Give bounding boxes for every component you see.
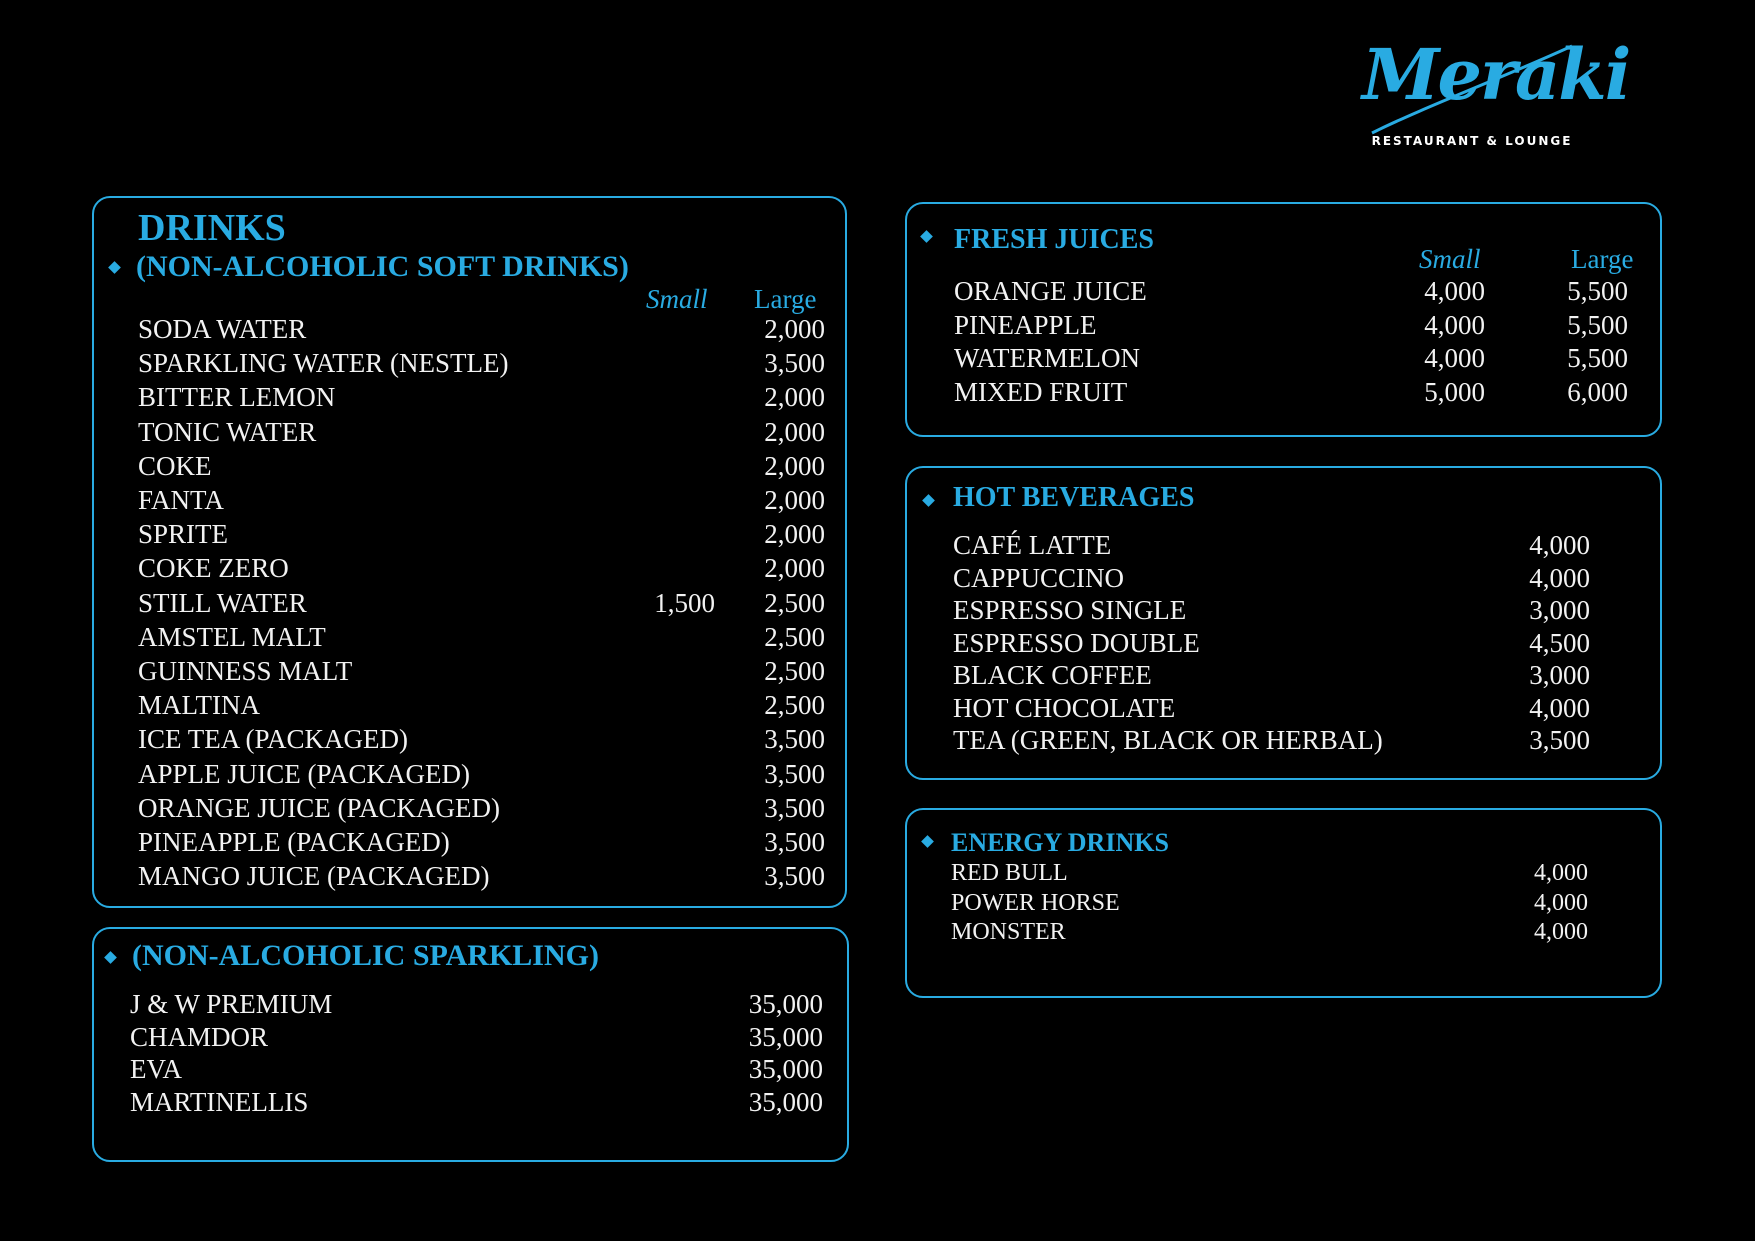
hot-beverages-heading: HOT BEVERAGES: [953, 482, 1195, 513]
item-price-price: 35,000: [748, 1021, 823, 1052]
item-price-small: 5,000: [1424, 376, 1485, 407]
fresh-juices-panel: [905, 202, 1662, 437]
item-price-large: 5,500: [1567, 309, 1628, 340]
item-name: WATERMELON: [954, 343, 1140, 373]
menu-item-row: [94, 348, 845, 382]
item-price-small: 1,500: [654, 587, 715, 618]
menu-item-row: [94, 656, 845, 690]
item-price-large: 3,500: [764, 758, 825, 789]
menu-item-row: [94, 553, 845, 587]
item-price-price: 4,000: [1529, 530, 1590, 560]
item-name: SODA WATER: [138, 314, 307, 344]
menu-item-row: [907, 310, 1660, 344]
menu-item-row: [94, 861, 845, 895]
logo-wordmark: Meraki: [1362, 33, 1630, 116]
item-name: SPARKLING WATER (NESTLE): [138, 348, 509, 379]
item-price-large: 2,000: [764, 314, 825, 344]
energy-drinks-heading: ENERGY DRINKS: [951, 828, 1169, 857]
item-price-large: 2,500: [764, 587, 825, 618]
item-name: COKE ZERO: [138, 553, 289, 584]
menu-item-row: [94, 1054, 847, 1087]
menu-item-row: [907, 919, 1660, 949]
item-name: HOT CHOCOLATE: [953, 692, 1176, 723]
bullet-diamond-icon: [108, 261, 121, 274]
menu-item-row: [94, 451, 845, 485]
drinks-heading: DRINKS: [138, 207, 286, 249]
menu-item-row: [94, 622, 845, 656]
item-name: COKE: [138, 450, 212, 481]
item-name: TONIC WATER: [138, 416, 317, 447]
bullet-diamond-icon: [920, 230, 933, 243]
item-name: CAFÉ LATTE: [953, 530, 1112, 560]
menu-item-row: [94, 314, 845, 348]
item-name: PINEAPPLE: [954, 309, 1097, 340]
item-name: CAPPUCCINO: [953, 562, 1125, 593]
item-price-large: 2,000: [764, 416, 825, 447]
item-name: MARTINELLIS: [130, 1086, 309, 1117]
item-name: BITTER LEMON: [138, 382, 336, 413]
col-head-small: Small: [646, 284, 708, 314]
sparkling-heading: (NON-ALCOHOLIC SPARKLING): [132, 939, 599, 972]
soft-drinks-subtitle: (NON-ALCOHOLIC SOFT DRINKS): [136, 250, 629, 283]
item-price-large: 2,000: [764, 382, 825, 413]
item-price-price: 4,000: [1534, 860, 1588, 886]
item-name: APPLE JUICE (PACKAGED): [138, 758, 471, 789]
sparkling-panel: [92, 927, 849, 1162]
item-price-large: 2,000: [764, 519, 825, 550]
col-head-large: Large: [754, 284, 817, 314]
item-name: POWER HORSE: [951, 889, 1120, 916]
menu-item-row: [94, 793, 845, 827]
item-price-price: 3,500: [1529, 725, 1590, 755]
item-price-large: 3,500: [764, 348, 825, 379]
menu-item-row: [94, 382, 845, 416]
item-price-large: 3,500: [764, 827, 825, 857]
item-price-price: 35,000: [748, 1086, 823, 1117]
menu-item-row: [94, 1022, 847, 1055]
item-name: CHAMDOR: [130, 1021, 269, 1052]
item-price-price: 35,000: [748, 1054, 823, 1084]
item-name: BLACK COFFEE: [953, 660, 1152, 690]
item-price-price: 4,500: [1529, 627, 1590, 658]
item-price-price: 3,000: [1529, 595, 1590, 625]
item-name: MALTINA: [138, 690, 261, 721]
item-price-large: 5,500: [1567, 276, 1628, 306]
menu-item-row: [94, 759, 845, 793]
item-price-large: 2,000: [764, 450, 825, 481]
item-price-large: 3,500: [764, 792, 825, 823]
item-name: PINEAPPLE (PACKAGED): [138, 827, 450, 857]
menu-item-row: [94, 519, 845, 553]
item-name: FANTA: [138, 485, 224, 515]
item-name: MONSTER: [951, 919, 1066, 945]
item-price-price: 3,000: [1529, 660, 1590, 690]
item-name: STILL WATER: [138, 587, 307, 618]
col-head-large: Large: [1571, 244, 1634, 274]
menu-item-row: [907, 343, 1660, 377]
menu-item-row: [907, 377, 1660, 411]
item-name: ESPRESSO DOUBLE: [953, 627, 1200, 658]
item-name: J & W PREMIUM: [130, 989, 333, 1019]
item-name: GUINNESS MALT: [138, 656, 353, 686]
col-head-small: Small: [1419, 244, 1481, 274]
item-price-large: 2,500: [764, 621, 825, 652]
item-price-price: 4,000: [1529, 692, 1590, 723]
item-name: ORANGE JUICE: [954, 276, 1147, 306]
item-name: EVA: [130, 1054, 183, 1084]
menu-item-row: [94, 690, 845, 724]
item-name: MANGO JUICE (PACKAGED): [138, 861, 490, 892]
item-name: MIXED FRUIT: [954, 376, 1128, 407]
item-price-large: 2,500: [764, 690, 825, 721]
menu-item-row: [94, 485, 845, 519]
item-name: TEA (GREEN, BLACK OR HERBAL): [953, 725, 1383, 755]
item-price-small: 4,000: [1424, 276, 1485, 306]
menu-item-row: [907, 276, 1660, 310]
item-name: ESPRESSO SINGLE: [953, 595, 1187, 625]
item-name: AMSTEL MALT: [138, 621, 326, 652]
item-price-small: 4,000: [1424, 309, 1485, 340]
item-name: SPRITE: [138, 519, 229, 550]
item-price-large: 2,000: [764, 485, 825, 515]
item-price-price: 4,000: [1534, 919, 1588, 945]
menu-item-row: [94, 417, 845, 451]
item-price-price: 4,000: [1529, 562, 1590, 593]
menu-item-row: [94, 989, 847, 1022]
bullet-diamond-icon: [104, 951, 117, 964]
bullet-diamond-icon: [922, 494, 935, 507]
menu-item-row: [907, 660, 1660, 693]
item-price-large: 2,000: [764, 553, 825, 584]
item-price-price: 4,000: [1534, 889, 1588, 916]
logo-tagline: RESTAURANT & LOUNGE: [1371, 134, 1573, 148]
menu-item-row: [907, 563, 1660, 596]
restaurant-logo: [1362, 30, 1630, 155]
soft-drinks-panel: [92, 196, 847, 908]
menu-item-row: [94, 1087, 847, 1120]
item-price-large: 2,500: [764, 656, 825, 686]
fresh-juices-heading: FRESH JUICES: [954, 224, 1154, 255]
menu-item-row: [907, 725, 1660, 758]
item-name: RED BULL: [951, 860, 1068, 886]
item-price-large: 5,500: [1567, 343, 1628, 373]
menu-item-row: [94, 724, 845, 758]
item-price-small: 4,000: [1424, 343, 1485, 373]
menu-item-row: [907, 890, 1660, 920]
menu-item-row: [94, 827, 845, 861]
item-name: ICE TEA (PACKAGED): [138, 724, 409, 755]
item-price-large: 6,000: [1567, 376, 1628, 407]
menu-item-row: [94, 588, 845, 622]
item-price-large: 3,500: [764, 724, 825, 755]
menu-item-row: [907, 595, 1660, 628]
menu-item-row: [907, 693, 1660, 726]
item-price-large: 3,500: [764, 861, 825, 892]
item-name: ORANGE JUICE (PACKAGED): [138, 792, 501, 823]
menu-item-row: [907, 530, 1660, 563]
bullet-diamond-icon: [921, 835, 934, 848]
energy-drinks-panel: [905, 808, 1662, 998]
menu-item-row: [907, 860, 1660, 890]
hot-beverages-panel: [905, 466, 1662, 780]
menu-item-row: [907, 628, 1660, 661]
item-price-price: 35,000: [748, 989, 823, 1019]
